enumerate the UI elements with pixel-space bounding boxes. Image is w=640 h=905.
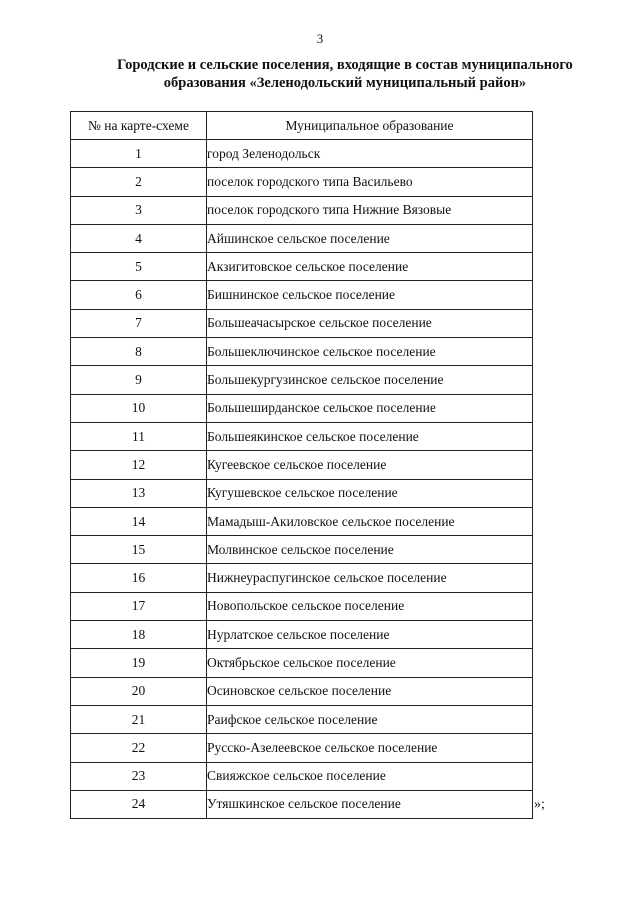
table-row xyxy=(71,592,533,620)
map-number-cell: 21 xyxy=(71,705,207,733)
map-number-cell: 8 xyxy=(71,338,207,366)
municipality-name-cell: поселок городского типа Нижние Вязовые xyxy=(207,196,533,224)
map-number-cell: 16 xyxy=(71,564,207,592)
table-row xyxy=(71,309,533,337)
table-row xyxy=(71,479,533,507)
map-number-cell: 18 xyxy=(71,621,207,649)
municipality-name-cell: Утяшкинское сельское поселение xyxy=(207,790,533,818)
table-row xyxy=(71,168,533,196)
map-number-cell: 4 xyxy=(71,224,207,252)
map-number-cell: 12 xyxy=(71,451,207,479)
municipality-name-cell: Нижнеураспугинское сельское поселение xyxy=(207,564,533,592)
table-row xyxy=(71,224,533,252)
table-row xyxy=(71,422,533,450)
table-row xyxy=(71,621,533,649)
municipality-name-cell: Большеключинское сельское поселение xyxy=(207,338,533,366)
map-number-cell: 7 xyxy=(71,309,207,337)
map-number-cell: 22 xyxy=(71,734,207,762)
municipality-name-cell: Большеачасырское сельское поселение xyxy=(207,309,533,337)
map-number-cell: 23 xyxy=(71,762,207,790)
municipality-name-cell: Айшинское сельское поселение xyxy=(207,224,533,252)
table-row xyxy=(71,196,533,224)
map-number-cell: 1 xyxy=(71,140,207,168)
municipality-name-cell: Кугеевское сельское поселение xyxy=(207,451,533,479)
map-number-cell: 5 xyxy=(71,253,207,281)
municipality-name-cell: Раифское сельское поселение xyxy=(207,705,533,733)
map-number-cell: 10 xyxy=(71,394,207,422)
header-map-number: № на карте-схеме xyxy=(71,112,207,140)
table-row xyxy=(71,140,533,168)
map-number-cell: 6 xyxy=(71,281,207,309)
table-row xyxy=(71,536,533,564)
map-number-cell: 9 xyxy=(71,366,207,394)
municipality-name-cell: Свияжское сельское поселение xyxy=(207,762,533,790)
map-number-cell: 3 xyxy=(71,196,207,224)
table-row xyxy=(71,762,533,790)
municipality-name-cell: Молвинское сельское поселение xyxy=(207,536,533,564)
map-number-cell: 2 xyxy=(71,168,207,196)
map-number-cell: 17 xyxy=(71,592,207,620)
table-row xyxy=(71,451,533,479)
table-row xyxy=(71,253,533,281)
map-number-cell: 24 xyxy=(71,790,207,818)
document-title-line-2: образования «Зеленодольский муниципальный район» xyxy=(163,75,527,91)
municipality-name-cell: Осиновское сельское поселение xyxy=(207,677,533,705)
document-title-line-1: Городские и сельские поселения, входящие в состав муниципального xyxy=(117,57,573,73)
municipality-name-cell: Большекургузинское сельское поселение xyxy=(207,366,533,394)
municipality-name-cell: Бишнинское сельское поселение xyxy=(207,281,533,309)
table-body xyxy=(71,140,533,819)
municipality-name-cell: поселок городского типа Васильево xyxy=(207,168,533,196)
header-municipality: Муниципальное образование xyxy=(207,112,533,140)
table-row xyxy=(71,677,533,705)
municipality-name-cell: Русско-Азелеевское сельское поселение xyxy=(207,734,533,762)
table-row xyxy=(71,734,533,762)
map-number-cell: 15 xyxy=(71,536,207,564)
municipality-name-cell: Октябрьское сельское поселение xyxy=(207,649,533,677)
map-number-cell: 13 xyxy=(71,479,207,507)
settlements-table xyxy=(70,111,533,819)
municipality-name-cell: Акзигитовское сельское поселение xyxy=(207,253,533,281)
map-number-cell: 14 xyxy=(71,507,207,535)
municipality-name-cell: город Зеленодольск xyxy=(207,140,533,168)
page-number: 3 xyxy=(316,31,324,46)
table-row xyxy=(71,507,533,535)
table-row xyxy=(71,394,533,422)
municipality-name-cell: Мамадыш-Акиловское сельское поселение xyxy=(207,507,533,535)
table-row xyxy=(71,338,533,366)
map-number-cell: 19 xyxy=(71,649,207,677)
table-row xyxy=(71,649,533,677)
closing-quote-mark: »; xyxy=(534,797,545,812)
municipality-name-cell: Большеякинское сельское поселение xyxy=(207,422,533,450)
municipality-name-cell: Большеширданское сельское поселение xyxy=(207,394,533,422)
table-row xyxy=(71,705,533,733)
table-header-row xyxy=(71,112,533,140)
table-row xyxy=(71,564,533,592)
map-number-cell: 11 xyxy=(71,422,207,450)
map-number-cell: 20 xyxy=(71,677,207,705)
municipality-name-cell: Кугушевское сельское поселение xyxy=(207,479,533,507)
document-title xyxy=(80,56,610,92)
municipality-name-cell: Новопольское сельское поселение xyxy=(207,592,533,620)
municipality-name-cell: Нурлатское сельское поселение xyxy=(207,621,533,649)
table-row xyxy=(71,366,533,394)
table-row xyxy=(71,281,533,309)
table-row xyxy=(71,790,533,818)
